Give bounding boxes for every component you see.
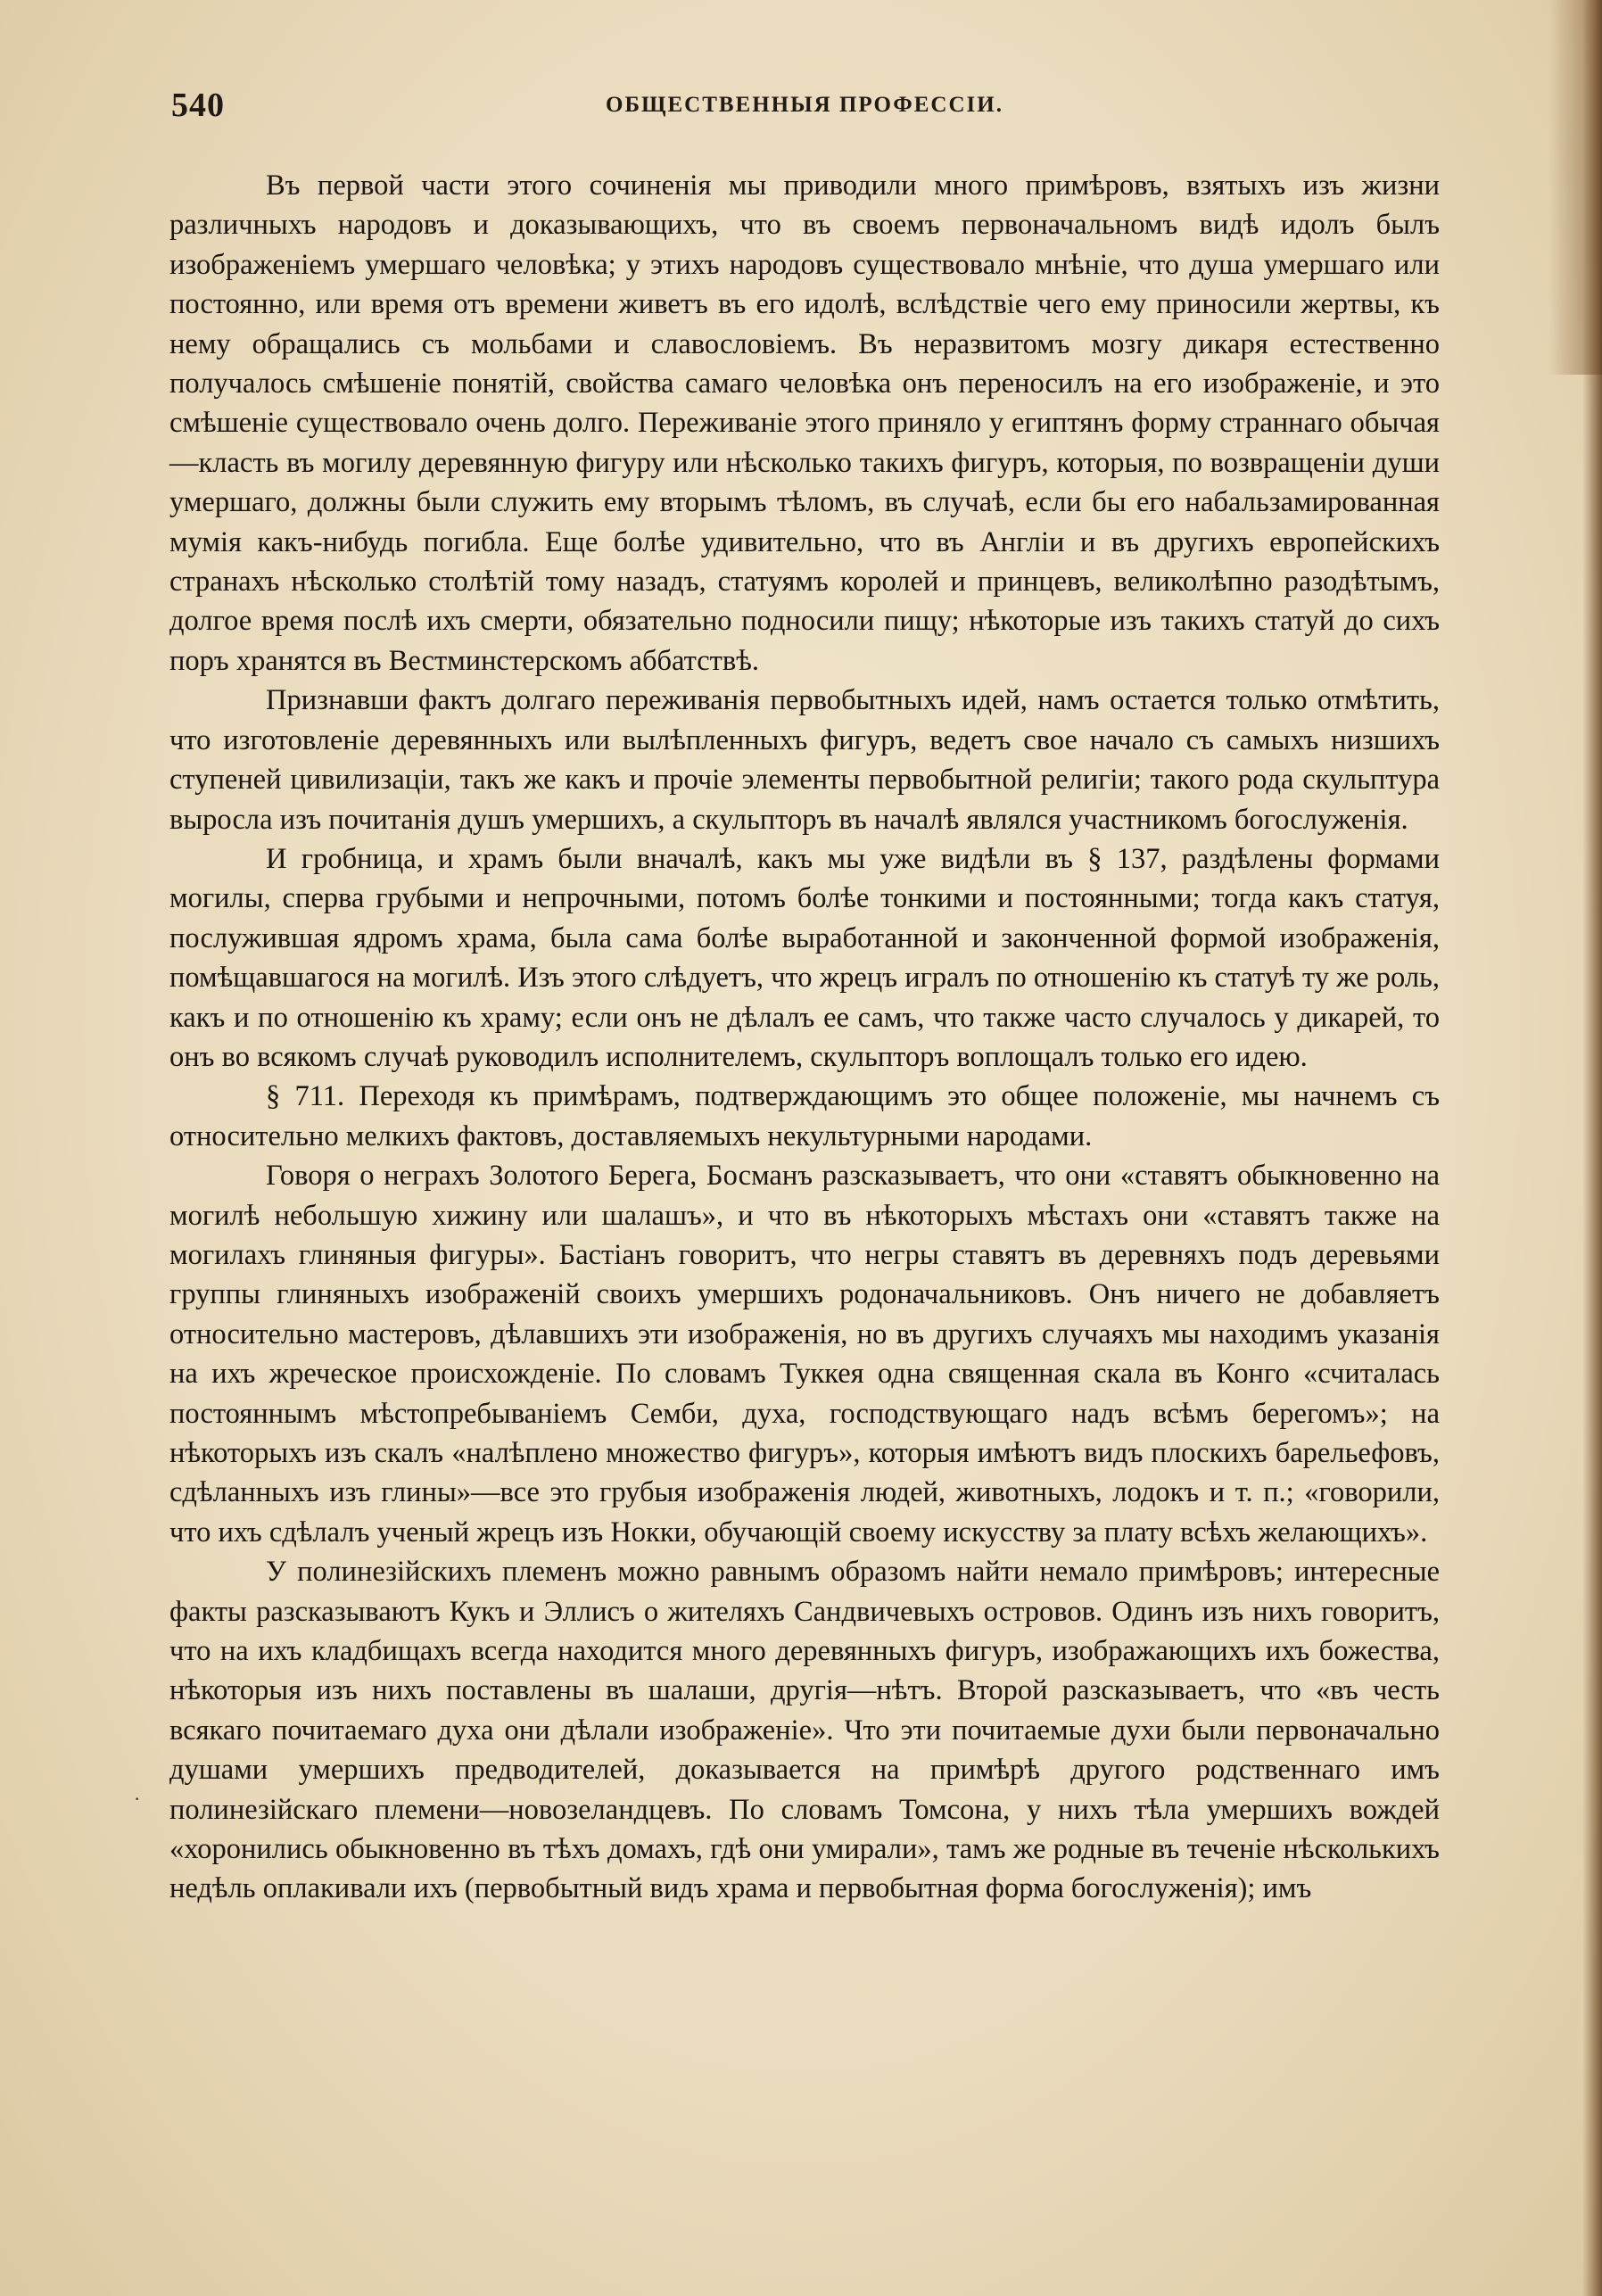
paragraph: Говоря о неграхъ Золотого Берега, Босманъ разсказываетъ, что они «ставятъ обыкновенно на могилѣ небольшую хижину или шалашъ», и что въ нѣкоторыхъ мѣстахъ они «ставятъ также на могилахъ глиняныя фигуры». Бастіанъ говоритъ, что негры ставятъ въ деревняхъ подъ деревьями группы глиняныхъ изображеній своихъ умершихъ родоначальниковъ. Онъ ничего не добавляетъ относительно мастеровъ, дѣлавшихъ эти изображенія, но въ другихъ случаяхъ мы находимъ указанія на ихъ жреческое происхожденіе. По словамъ Туккея одна священная скала въ Конго «считалась постояннымъ мѣстопребываніемъ Семби, духа, господствующаго надъ всѣмъ берегомъ»; на нѣкоторыхъ изъ скалъ «налѣплено множество фигуръ», которыя имѣютъ видъ плоскихъ барельефовъ, сдѣланныхъ изъ глины»—все это грубыя изображенія людей, животныхъ, лодокъ и т. п.; «говорили, что ихъ сдѣлалъ ученый жрецъ изъ Нокки, обучающій своему искусству за плату всѣхъ желающихъ». xyxy=(169,1160,1440,1549)
ink-speck: · xyxy=(134,1788,141,1810)
paragraph: У полинезійскихъ племенъ можно равнымъ образомъ найти немало примѣровъ; интересные факты разсказываютъ Кукъ и Эллисъ о жителяхъ Сандвичевыхъ островов. Одинъ изъ нихъ говоритъ, что на ихъ кладбищахъ всегда находится много деревянныхъ фигуръ, изображающихъ ихъ божества, нѣкоторыя изъ нихъ поставлены въ шалаши, другія—нѣтъ. Второй разсказываетъ, что «въ честь всякаго почитаемаго духа они дѣлали изображеніе». Что эти почитаемые духи были первоначально душами умершихъ предводителей, доказывается на примѣрѣ другого родственнаго имъ полинезійскаго племени—новозеландцевъ. По словамъ Томсона, у нихъ тѣла умершихъ вождей «хоронились обыкновенно въ тѣхъ домахъ, гдѣ они умирали», тамъ же родные въ теченіе нѣсколькихъ недѣль оплакивали ихъ (первобытный видъ храма и первобытная форма богослуженія); имъ xyxy=(169,1556,1440,1905)
paragraph: Признавши фактъ долгаго переживанія первобытныхъ идей, намъ остается только отмѣтить, что изготовленіе деревянныхъ или вылѣпленныхъ фигуръ, ведетъ свое начало съ самыхъ низшихъ ступеней цивилизаціи, такъ же какъ и прочіе элементы первобытной религіи; такого рода скульптура выросла изъ почитанія душъ умершихъ, а скульпторъ въ началѣ являлся участникомъ богослуженія. xyxy=(169,684,1440,836)
paragraph: Въ первой части этого сочиненія мы приводили много примѣровъ, взятыхъ изъ жизни различныхъ народовъ и доказывающихъ, что въ своемъ первоначальномъ видѣ идолъ былъ изображеніемъ умершаго человѣка; у этихъ народовъ существовало мнѣніе, что душа умершаго или постоянно, или время отъ времени живетъ въ его идолѣ, вслѣдствіе чего ему приносили жертвы, къ нему обращались съ мольбами и славословіемъ. Въ неразвитомъ мозгу дикаря естественно получалось смѣшеніе понятій, свойства самаго человѣка онъ переносилъ на его изображеніе, и это смѣшеніе существовало очень долго. Переживаніе этого приняло у египтянъ форму страннаго обычая—класть въ могилу деревянную фигуру или нѣсколько такихъ фигуръ, которыя, по возвращеніи души умершаго, должны были служить ему вторымъ тѣломъ, въ случаѣ, если бы его набальзамированная мумія какъ-нибудь погибла. Еще болѣе удивительно, что въ Англіи и въ другихъ европейскихъ странахъ нѣсколько столѣтій тому назадъ, статуямъ королей и принцевъ, великолѣпно разодѣтымъ, долгое время послѣ ихъ смерти, обязательно подносили пищу; нѣкоторые изъ такихъ статуй до сихъ поръ хранятся въ Вестминстерскомъ аббатствѣ. xyxy=(169,169,1440,677)
paragraph: § 711. Переходя къ примѣрамъ, подтверждающимъ это общее положеніе, мы начнемъ съ относительно мелкихъ фактовъ, доставляемыхъ некультурными народами. xyxy=(169,1080,1440,1152)
page-number: 540 xyxy=(171,87,225,124)
body-text xyxy=(169,166,1440,1909)
page-header xyxy=(171,86,1438,130)
page-edge xyxy=(1582,0,1602,2296)
paragraph: И гробница, и храмъ были вначалѣ, какъ мы уже видѣли въ § 137, раздѣлены формами могилы, сперва грубыми и непрочными, потомъ болѣе тонкими и постоянными; тогда какъ статуя, послужившая ядромъ храма, была сама болѣе выработанной и законченной формой изображенія, помѣщавшагося на могилѣ. Изъ этого слѣдуетъ, что жрецъ игралъ по отношенію къ статуѣ ту же роль, какъ и по отношенію къ храму; если онъ не дѣлалъ ее самъ, что также часто случалось у дикарей, то онъ во всякомъ случаѣ руководилъ исполнителемъ, скульпторъ воплощалъ только его идею. xyxy=(169,842,1440,1073)
running-title: ОБЩЕСТВЕННЫЯ ПРОФЕССІИ. xyxy=(606,93,1003,117)
